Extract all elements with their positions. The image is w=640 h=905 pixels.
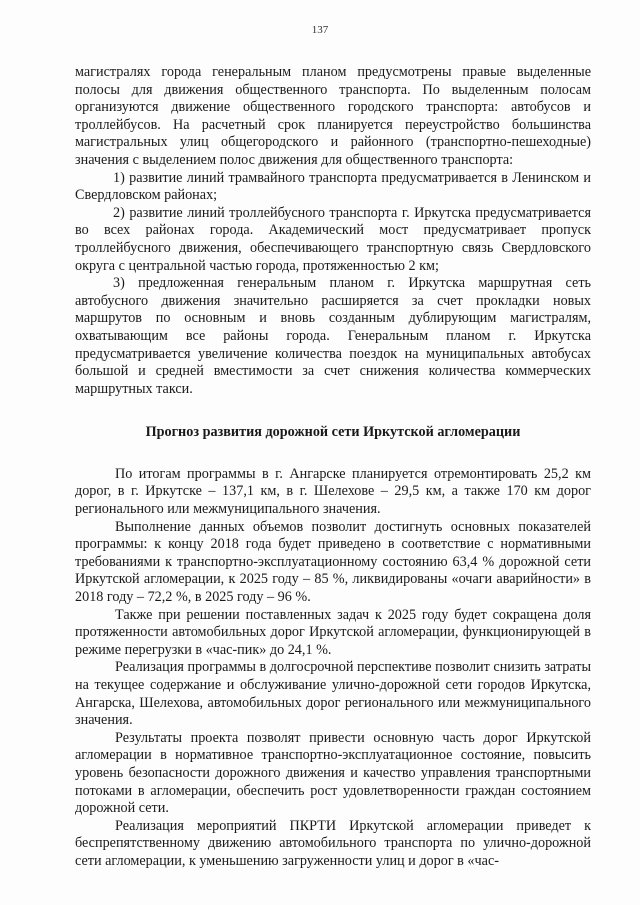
paragraph-project-results: Результаты проекта позволят привести основную часть дорог Иркутской агломерации в нормативное транспортно-эксплуатационное состояние, повысить уровень безопасности дорожного движения и качество управления транспортными потоками в агломерации, обеспечить рост удовлетворенности граждан состоянием дорожной сети. bbox=[75, 729, 591, 817]
list-item-3: 3) предложенная генеральным планом г. Иркутска маршрутная сеть автобусного движения значительно расширяется за счет прокладки новых маршрутов по основным и вновь созданным дублирующим магистралям, охватывающим все районы города. Генеральным планом г. Иркутска предусматривается увеличение количества поездок на муниципальных автобусах большой и средней вместимости за счет снижения количества коммерческих маршрутных такси. bbox=[75, 275, 591, 397]
intro-paragraph: магистралях города генеральным планом предусмотрены правые выделенные полосы для движения общественного транспорта. По выделенным полосам организуются движение общественного городского транспорта: автобусов и троллейбусов. На расчетный срок планируется переустройство большинства магистральных улиц общегородского и районного (транспортно-пешеходные) значения с выделением полос движения для общественного транспорта: bbox=[75, 64, 591, 168]
paragraph-program-indicators: Выполнение данных объемов позволит достигнуть основных показателей программы: к концу 2018 года будет приведено в соответствие с нормативными требованиями к транспортно-эксплуатационному состоянию 63,4 % дорожной сети Иркутской агломерации, к 2025 году – 85 %, ликвидированы «очаги аварийности» в 2018 году – 72,2 %, в 2025 году – 96 %. bbox=[75, 518, 591, 606]
paragraph-repair-plan: По итогам программы в г. Ангарске планируется отремонтировать 25,2 км дорог, в г. Иркутске – 137,1 км, в г. Шелехове – 29,5 км, а также 170 км дорог регионального или межмуниципального значения. bbox=[75, 465, 591, 518]
page-number: 137 bbox=[311, 24, 329, 36]
page-body bbox=[75, 64, 591, 871]
paragraph-overload-reduction: Также при решении поставленных задач к 2025 году будет сокращена доля протяженности автомобильных дорог Иркутской агломерации, функционирующей в режиме перегрузки в «час-пик» до 24,1 %. bbox=[75, 606, 591, 658]
paragraph-cost-reduction: Реализация программы в долгосрочной перспективе позволит снизить затраты на текущее содержание и обслуживание улично-дорожной сети городов Иркутска, Ангарска, Шелехова, автомобильных дорог регионального или межмуниципального значения. bbox=[75, 659, 591, 729]
list-item-1: 1) развитие линий трамвайного транспорта предусматривается в Ленинском и Свердловском районах; bbox=[75, 169, 591, 204]
list-item-2: 2) развитие линий троллейбусного транспорта г. Иркутска предусматривается во всех районах города. Академический мост предусматривает пропуск троллейбусного движения, обеспечивающего транспортную связь Свердловского округа с центральной частью города, протяженностью 2 км; bbox=[75, 204, 591, 274]
paragraph-pkrti-effects: Реализация мероприятий ПКРТИ Иркутской агломерации приведет к беспрепятственному движению автомобильного транспорта по улично-дорожной сети агломерации, к уменьшению загруженности улиц и дорог в «час- bbox=[75, 817, 591, 869]
section-heading: Прогноз развития дорожной сети Иркутской агломерации bbox=[145, 424, 521, 441]
